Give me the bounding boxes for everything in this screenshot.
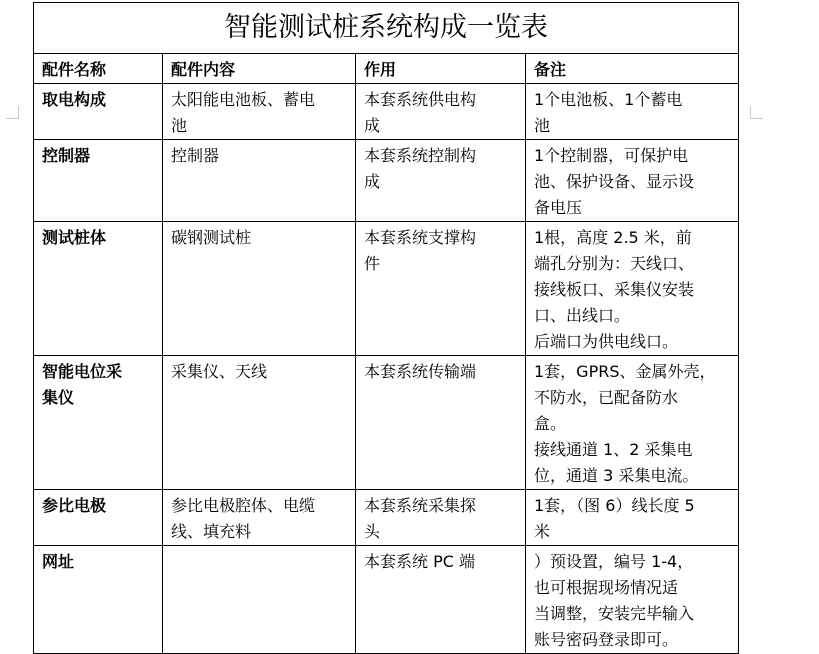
table-row: [34, 140, 739, 222]
cell-remarks: 1个控制器，可保护电 池、保护设备、显示设 备电压: [526, 140, 739, 222]
header-name: 配件名称: [34, 54, 163, 84]
cell-function: 本套系统传输端: [356, 356, 526, 490]
cell-name: 网址: [34, 546, 163, 654]
table-row: [34, 356, 739, 490]
cell-content: 控制器: [163, 140, 356, 222]
cell-content: 参比电极腔体、电缆 线、填充料: [163, 490, 356, 546]
header-content: 配件内容: [163, 54, 356, 84]
header-function: 作用: [356, 54, 526, 84]
cell-content: 采集仪、天线: [163, 356, 356, 490]
cell-function: 本套系统支撑构 件: [356, 222, 526, 356]
margin-mark-right: [750, 106, 763, 119]
cell-content: 太阳能电池板、蓄电 池: [163, 84, 356, 140]
cell-remarks: 1套，（图 6）线长度 5 米: [526, 490, 739, 546]
cell-name: 智能电位采 集仪: [34, 356, 163, 490]
cell-function: 本套系统供电构 成: [356, 84, 526, 140]
cell-remarks: 1套，GPRS、金属外壳， 不防水，已配备防水 盒。 接线通道 1、2 采集电 位，通道 3 采集电流。: [526, 356, 739, 490]
table-row: [34, 490, 739, 546]
cell-name: 测试桩体: [34, 222, 163, 356]
cell-name: 控制器: [34, 140, 163, 222]
cell-function: 本套系统采集探 头: [356, 490, 526, 546]
table-row: [34, 546, 739, 654]
table-row: [34, 222, 739, 356]
cell-remarks: 1个电池板、1个蓄电 池: [526, 84, 739, 140]
cell-name: 取电构成: [34, 84, 163, 140]
cell-function: 本套系统 PC 端: [356, 546, 526, 654]
cell-function: 本套系统控制构 成: [356, 140, 526, 222]
cell-content: [163, 546, 356, 654]
cell-remarks: ）预设置，编号 1-4， 也可根据现场情况适 当调整，安装完毕输入 账号密码登录即可。: [526, 546, 739, 654]
margin-mark-left: [6, 106, 19, 119]
table-row: [34, 84, 739, 140]
cell-name: 参比电极: [34, 490, 163, 546]
cell-remarks: 1根，高度 2.5 米，前 端孔分别为：天线口、 接线板口、采集仪安装 口、出线口。 后端口为供电线口。: [526, 222, 739, 356]
cell-content: 碳钢测试桩: [163, 222, 356, 356]
component-table: [33, 2, 739, 654]
header-remarks: 备注: [526, 54, 739, 84]
table-title: 智能测试桩系统构成一览表: [34, 3, 739, 54]
header-row: [34, 54, 739, 84]
title-row: [34, 3, 739, 54]
